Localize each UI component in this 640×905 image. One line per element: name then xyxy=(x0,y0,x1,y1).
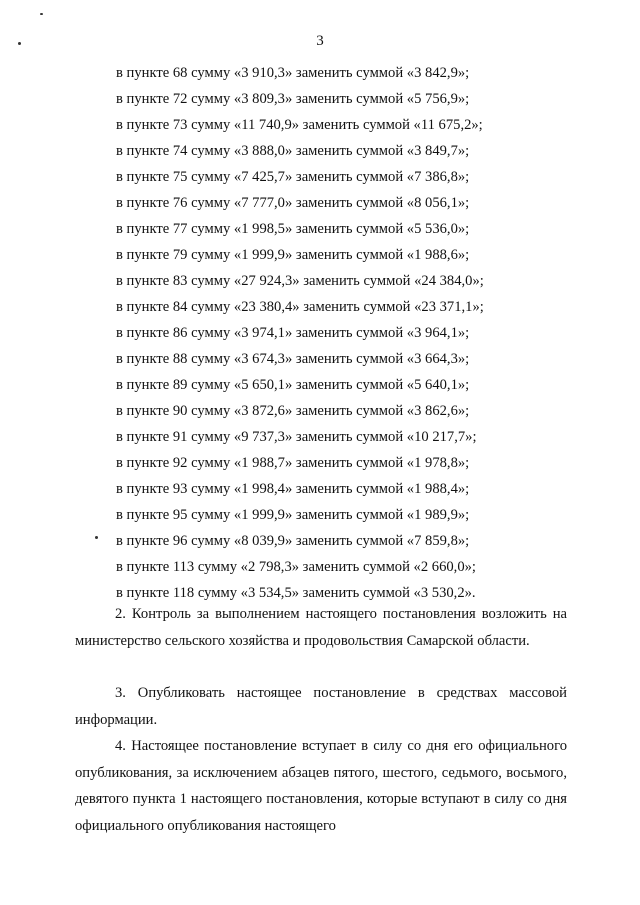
paragraph-control xyxy=(75,601,567,654)
amendment-item: в пункте 113 сумму «2 798,3» заменить суммой «2 660,0»; xyxy=(116,559,476,575)
page-number: 3 xyxy=(316,33,324,49)
amendment-item: в пункте 79 сумму «1 999,9» заменить суммой «1 988,6»; xyxy=(116,247,470,263)
paragraph-effective-date-text: 4. Настоящее постановление вступает в силу со дня его официального опубликования, за исключением абзацев пятого, шестого, седьмого, восьмого, девятого пункта 1 настоящего постановления, которые вступают в силу со дня официального опубликования настоящего xyxy=(75,738,567,834)
amendment-item: в пункте 83 сумму «27 924,3» заменить суммой «24 384,0»; xyxy=(116,273,484,289)
amendment-item: в пункте 74 сумму «3 888,0» заменить суммой «3 849,7»; xyxy=(116,143,470,159)
amendment-item: в пункте 86 сумму «3 974,1» заменить суммой «3 964,1»; xyxy=(116,325,470,341)
amendment-item: в пункте 72 сумму «3 809,3» заменить суммой «5 756,9»; xyxy=(116,91,470,107)
amendment-item: в пункте 68 сумму «3 910,3» заменить суммой «3 842,9»; xyxy=(116,65,470,81)
amendment-item: в пункте 91 сумму «9 737,3» заменить суммой «10 217,7»; xyxy=(116,429,477,445)
scan-speck xyxy=(95,536,98,539)
paragraph-control-text: 2. Контроль за выполнением настоящего постановления возложить на министерство сельского хозяйства и продовольствия Самарской области. xyxy=(75,606,567,649)
amendment-item: в пункте 96 сумму «8 039,9» заменить суммой «7 859,8»; xyxy=(116,533,470,549)
amendment-item: в пункте 75 сумму «7 425,7» заменить суммой «7 386,8»; xyxy=(116,169,470,185)
amendment-item: в пункте 73 сумму «11 740,9» заменить суммой «11 675,2»; xyxy=(116,117,483,133)
paragraph-publish xyxy=(75,680,567,733)
amendment-item: в пункте 95 сумму «1 999,9» заменить суммой «1 989,9»; xyxy=(116,507,470,523)
amendment-item: в пункте 118 сумму «3 534,5» заменить суммой «3 530,2». xyxy=(116,585,476,601)
amendment-item: в пункте 93 сумму «1 998,4» заменить суммой «1 988,4»; xyxy=(116,481,470,497)
amendment-item: в пункте 84 сумму «23 380,4» заменить суммой «23 371,1»; xyxy=(116,299,484,315)
amendment-item: в пункте 76 сумму «7 777,0» заменить суммой «8 056,1»; xyxy=(116,195,470,211)
amendment-item: в пункте 77 сумму «1 998,5» заменить суммой «5 536,0»; xyxy=(116,221,470,237)
amendment-item: в пункте 88 сумму «3 674,3» заменить суммой «3 664,3»; xyxy=(116,351,470,367)
paragraph-effective-date xyxy=(75,733,567,839)
amendment-item: в пункте 92 сумму «1 988,7» заменить суммой «1 978,8»; xyxy=(116,455,470,471)
amendment-item: в пункте 90 сумму «3 872,6» заменить суммой «3 862,6»; xyxy=(116,403,470,419)
amendment-list xyxy=(116,60,576,606)
amendment-item: в пункте 89 сумму «5 650,1» заменить суммой «5 640,1»; xyxy=(116,377,470,393)
scan-speck xyxy=(40,13,43,15)
paragraph-publish-text: 3. Опубликовать настоящее постановление в средствах массовой информации. xyxy=(75,685,567,728)
